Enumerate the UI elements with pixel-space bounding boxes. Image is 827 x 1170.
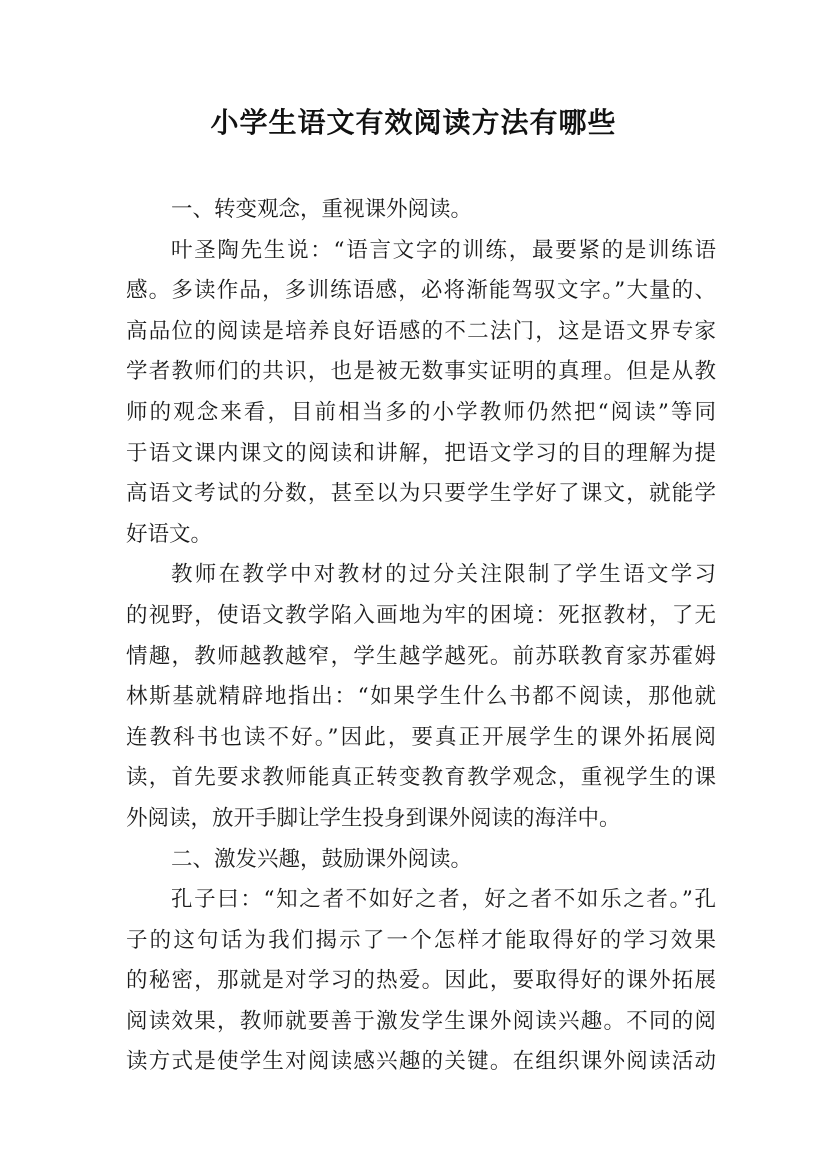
- text-line: 于语文课内课文的阅读和讲解，把语文学习的目的理解为提: [126, 440, 716, 466]
- text-line: 师的观念来看，目前相当多的小学教师仍然把“阅读”等同: [126, 399, 716, 425]
- text-line: 外阅读，放开手脚让学生投身到课外阅读的海洋中。: [126, 805, 621, 831]
- text-line: 读方式是使学生对阅读感兴趣的关键。在组织课外阅读活动: [126, 1049, 716, 1075]
- text-line: 孔子曰：“知之者不如好之者，好之者不如乐之者。”孔: [171, 887, 716, 913]
- document-title: 小学生语文有效阅读方法有哪些: [210, 106, 617, 139]
- text-line: 好语文。: [126, 521, 213, 547]
- text-line: 连教科书也读不好。”因此，要真正开展学生的课外拓展阅: [126, 724, 716, 750]
- text-line: 情趣，教师越教越窄，学生越学越死。前苏联教育家苏霍姆: [126, 643, 716, 669]
- text-line: 高语文考试的分数，甚至以为只要学生学好了课文，就能学: [126, 481, 716, 507]
- text-line: 的秘密，那就是对学习的热爱。因此，要取得好的课外拓展: [126, 968, 716, 994]
- text-line: 林斯基就精辟地指出：“如果学生什么书都不阅读，那他就: [126, 684, 716, 710]
- text-line: 感。多读作品，多训练语感，必将渐能驾驭文字。”大量的、: [126, 278, 716, 304]
- text-line: 学者教师们的共识，也是被无数事实证明的真理。但是从教: [126, 359, 716, 385]
- text-line: 阅读效果，教师就要善于激发学生课外阅读兴趣。不同的阅: [126, 1008, 716, 1034]
- text-line: 教师在教学中对教材的过分关注限制了学生语文学习: [171, 562, 716, 588]
- text-line: 高品位的阅读是培养良好语感的不二法门，这是语文界专家: [126, 318, 716, 344]
- text-line: 子的这句话为我们揭示了一个怎样才能取得好的学习效果: [126, 927, 716, 953]
- text-line: 读，首先要求教师能真正转变教育教学观念，重视学生的课: [126, 765, 716, 791]
- text-line: 的视野，使语文教学陷入画地为牢的困境：死抠教材，了无: [126, 602, 716, 628]
- text-line: 叶圣陶先生说：“语言文字的训练，最要紧的是训练语: [171, 237, 716, 263]
- text-line: 二、激发兴趣，鼓励课外阅读。: [171, 846, 473, 872]
- text-line: 一、转变观念，重视课外阅读。: [171, 197, 473, 222]
- document-body: [126, 190, 716, 1083]
